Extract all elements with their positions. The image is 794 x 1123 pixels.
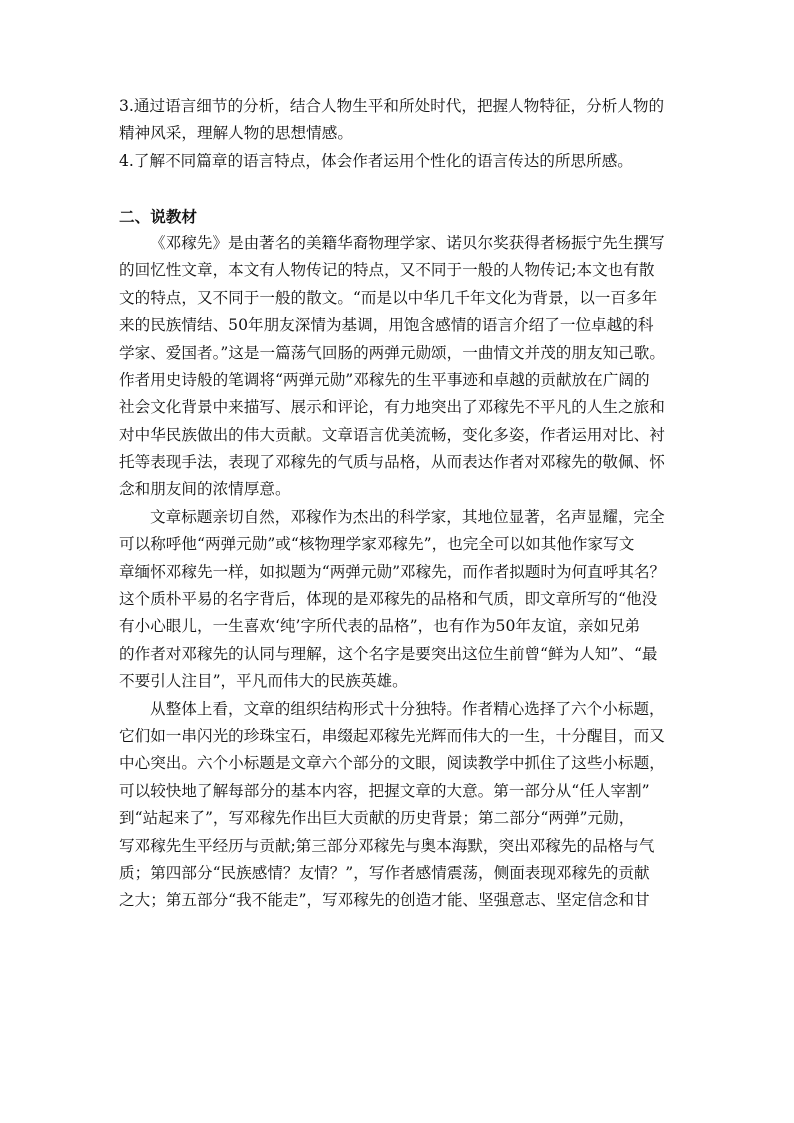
text-line: 之大；第五部分“我不能走”，写邓稼先的创造才能、坚强意志、坚定信念和甘: [119, 891, 650, 910]
text-line: 精神风采，理解人物的思想情感。: [119, 124, 353, 143]
text-line: 章缅怀邓稼先一样，如拟题为“两弹元勋”邓稼先，而作者拟题时为何直呼其名？: [119, 562, 666, 581]
text-line: 可以称呼他“两弹元勋”或“核物理学家邓稼先”，也完全可以如其他作家写文: [119, 535, 635, 554]
text-line: 《邓稼先》是由著名的美籍华裔物理学家、诺贝尔奖获得者杨振宁先生撰写: [150, 233, 665, 252]
text-line: 可以较快地了解每部分的基本内容，把握文章的大意。第一部分从“任人宰割”: [119, 781, 650, 800]
text-line: 质；第四部分“民族感情？友情？”，写作者感情震荡，侧面表现邓稼先的贡献: [119, 863, 650, 882]
text-line: 文章标题亲切自然，邓稼作为杰出的科学家，其地位显著，名声显耀，完全: [150, 507, 665, 526]
paragraph-2: [119, 504, 679, 696]
text-line: 文的特点，又不同于一般的散文。“而是以中华几千年文化为背景，以一百多年: [119, 288, 658, 307]
page-content: [119, 93, 679, 915]
text-line: 到“站起来了”，写邓稼先作出巨大贡献的历史背景；第二部分“两弹”元勋，: [119, 809, 635, 828]
section-heading: 二、说教材: [119, 206, 197, 226]
text-line: 托等表现手法，表现了邓稼先的气质与品格，从而表达作者对邓稼先的敬佩、怀: [119, 453, 665, 472]
text-line: 来的民族情结、50年朋友深情为基调，用饱含感情的语言介绍了一位卓越的科: [119, 316, 654, 335]
objective-4: [119, 148, 679, 175]
text-line: 的回忆性文章，本文有人物传记的特点，又不同于一般的人物传记;本文也有散: [119, 261, 655, 280]
text-line: 从整体上看，文章的组织结构形式十分独特。作者精心选择了六个小标题，: [150, 699, 665, 718]
text-line: 3.通过语言细节的分析，结合人物生平和所处时代，把握人物特征，分析人物的: [119, 97, 665, 115]
text-line: 念和朋友间的浓情厚意。: [119, 480, 291, 499]
text-line: 4.了解不同篇章的语言特点，体会作者运用个性化的语言传达的所思所感。: [119, 151, 633, 170]
text-line: 它们如一串闪光的珍珠宝石，串缀起邓稼先光辉而伟大的一生，十分醒目，而又: [119, 726, 665, 745]
text-line: 有小心眼儿，一生喜欢‘纯’字所代表的品格”，也有作为50年友谊，亲如兄弟: [119, 617, 641, 636]
text-line: 的作者对邓稼先的认同与理解，这个名字是要突出这位生前曾“鲜为人知”、“最: [119, 644, 658, 663]
text-line: 不要引人注目”，平凡而伟大的民族英雄。: [119, 672, 408, 691]
text-line: 作者用史诗般的笔调将“两弹元勋”邓稼先的生平事迹和卓越的贡献放在广阔的: [119, 370, 650, 389]
text-line: 这个质朴平易的名字背后，体现的是邓稼先的品格和气质，即文章所写的“他没: [119, 590, 658, 609]
objective-3: [119, 93, 679, 148]
text-line: 社会文化背景中来描写、展示和评论，有力地突出了邓稼先不平凡的人生之旅和: [119, 398, 665, 417]
spacer: [119, 175, 679, 202]
text-line: 中心突出。六个小标题是文章六个部分的文眼，阅读教学中抓住了这些小标题，: [119, 754, 665, 773]
text-line: 写邓稼先生平经历与贡献;第三部分邓稼先与奥本海默，突出邓稼先的品格与气: [119, 836, 655, 855]
text-line: 学家、爱国者。”这是一篇荡气回肠的两弹元勋颂，一曲情文并茂的朋友知己歌。: [119, 343, 665, 362]
paragraph-1: [119, 230, 679, 504]
text-line: 对中华民族做出的伟大贡献。文章语言优美流畅，变化多姿，作者运用对比、衬: [119, 425, 665, 444]
paragraph-3: [119, 696, 679, 915]
